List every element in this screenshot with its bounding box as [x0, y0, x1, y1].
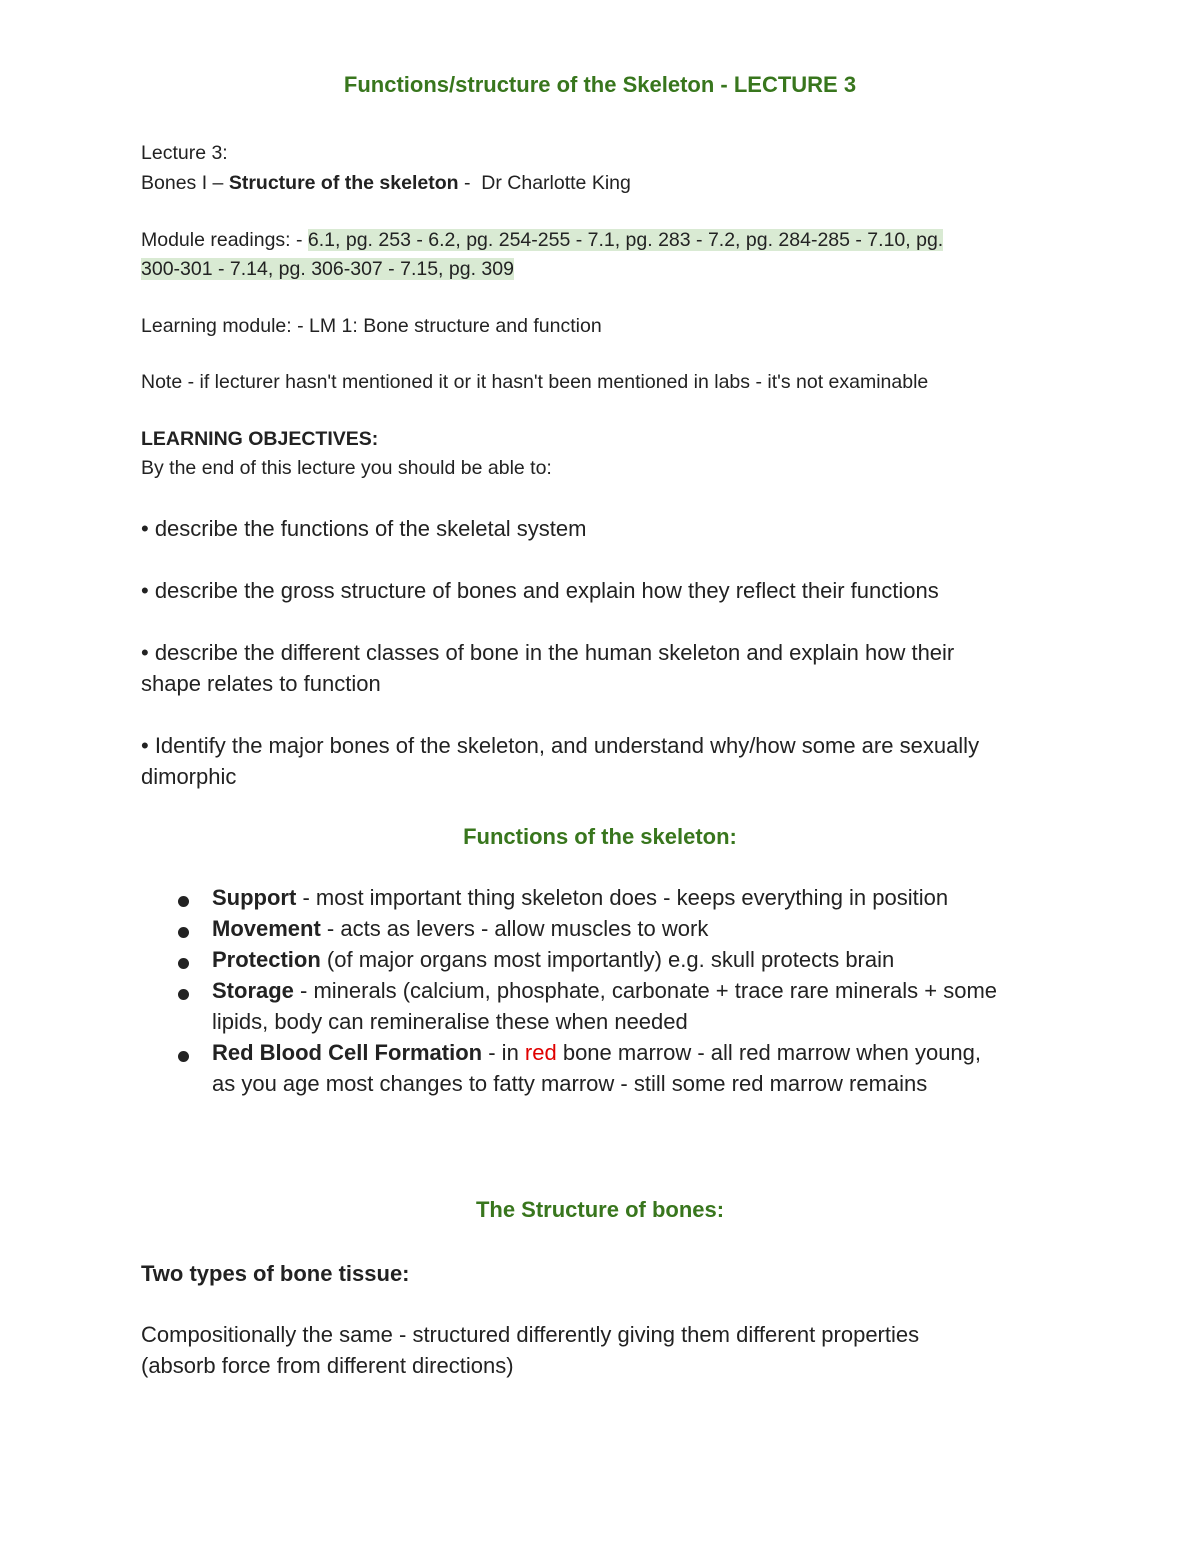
function-protection-term: Protection [212, 947, 321, 972]
function-support [212, 885, 948, 911]
objectives-intro: By the end of this lecture you should be able to: [141, 457, 552, 479]
objective-item-1: • describe the functions of the skeletal system [141, 516, 587, 541]
bullet-icon [178, 1051, 189, 1062]
bullet-icon [178, 958, 189, 969]
function-support-term: Support [212, 885, 297, 910]
objective-item-3-line-1: • describe the different classes of bone in the human skeleton and explain how their [141, 640, 955, 665]
structure-heading: The Structure of bones: [475, 1197, 725, 1222]
function-rbc-red-word: red [524, 1040, 557, 1065]
learning-module: Learning module: - LM 1: Bone structure and function [141, 315, 602, 337]
function-rbc-term: Red Blood Cell Formation [212, 1040, 483, 1065]
function-protection-text: (of major organs most importantly) e.g. skull protects brain [320, 947, 895, 972]
structure-subheading: Two types of bone tissue: [141, 1261, 410, 1286]
module-readings-highlight-1: 6.1, pg. 253 - 6.2, pg. 254-255 - 7.1, pg. 283 - 7.2, pg. 284-285 - 7.10, pg. [307, 229, 944, 251]
function-movement [212, 916, 708, 942]
lecture-lecturer: - Dr Charlotte King [458, 172, 631, 194]
module-readings-line1 [141, 226, 943, 255]
function-rbc-line-2: as you age most changes to fatty marrow - still some red marrow remains [212, 1071, 928, 1096]
module-readings-label: Module readings: - [141, 229, 308, 251]
document-title: Functions/structure of the Skeleton - LECTURE 3 [343, 72, 857, 97]
function-storage-term: Storage [212, 978, 294, 1003]
objective-item-4-line-1: • Identify the major bones of the skeleton, and understand why/how some are sexually [141, 733, 980, 758]
bullet-icon [178, 927, 189, 938]
function-storage [212, 978, 997, 1004]
objective-item-4-line-2: dimorphic [141, 764, 237, 789]
functions-heading: Functions of the skeleton: [463, 824, 737, 849]
function-storage-text: - minerals (calcium, phosphate, carbonate + trace rare minerals + some [293, 978, 998, 1003]
bullet-icon [178, 989, 189, 1000]
lecture-line-prefix: Bones I – [141, 172, 229, 194]
function-movement-text: - acts as levers - allow muscles to work [320, 916, 709, 941]
exam-note: Note - if lecturer hasn't mentioned it or it hasn't been mentioned in labs - it's not examinable [141, 371, 929, 393]
function-rbc [212, 1040, 981, 1066]
function-support-text: - most important thing skeleton does - keeps everything in position [296, 885, 949, 910]
function-rbc-pre: - in [482, 1040, 525, 1065]
objective-item-2: • describe the gross structure of bones and explain how they reflect their functions [141, 578, 939, 603]
function-movement-term: Movement [212, 916, 321, 941]
structure-line-1: Compositionally the same - structured differently giving them different properties [141, 1322, 920, 1347]
function-storage-line-2: lipids, body can remineralise these when needed [212, 1009, 688, 1034]
objectives-heading: LEARNING OBJECTIVES: [141, 428, 379, 450]
function-protection [212, 947, 894, 973]
structure-line-2: (absorb force from different directions) [141, 1353, 514, 1378]
module-readings-highlight-2: 300-301 - 7.14, pg. 306-307 - 7.15, pg. 309 [141, 258, 514, 280]
lecture-topic: Structure of the skeleton [228, 172, 459, 194]
objective-item-3-line-2: shape relates to function [141, 671, 381, 696]
bullet-icon [178, 896, 189, 907]
module-readings-line2 [141, 255, 514, 284]
lecture-line [141, 169, 631, 198]
lecture-label: Lecture 3: [141, 142, 228, 164]
function-rbc-post: bone marrow - all red marrow when young, [556, 1040, 982, 1065]
